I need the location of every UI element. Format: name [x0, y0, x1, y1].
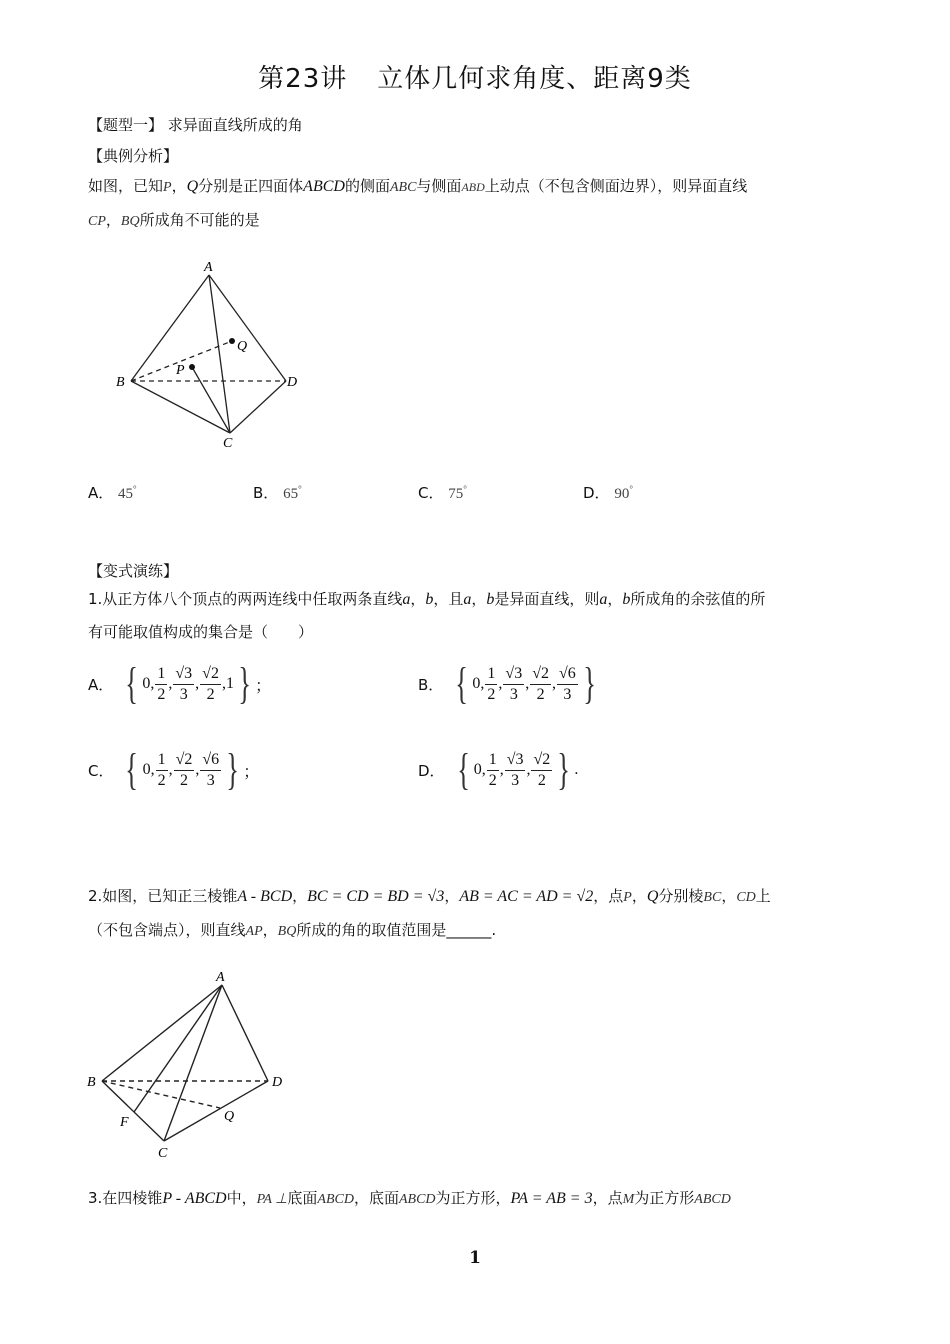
q1-option-a[interactable]: A． { 0, $\frac{1}{2}$ , $\frac{√3}{3}$ , $\frac{√2}{2}$ ,1 } ； — [88, 659, 272, 708]
example-option-c[interactable]: C． 75° — [418, 484, 467, 502]
practice-heading: 【变式演练】 — [88, 562, 179, 580]
page-number: 1 — [469, 1248, 481, 1268]
figure-tetrahedron — [110, 255, 310, 450]
example-option-a[interactable]: A． 45° — [88, 484, 137, 502]
edge-ab — [131, 275, 209, 381]
label-a: A — [204, 260, 213, 275]
label-q: Q — [224, 1109, 235, 1124]
set-d: { 0, $\frac{1}{2}$ , $\frac{√3}{3}$ , $\frac{√2}{2}$ } . — [456, 745, 579, 794]
set-c: { 0, $\frac{1}{2}$ , $\frac{√2}{2}$ , $\frac{√6}{3}$ } ； — [125, 745, 260, 794]
q1-option-d[interactable]: D． { 0, $\frac{1}{2}$ , $\frac{√3}{3}$ , $\frac{√2}{2}$ } . — [418, 745, 579, 794]
label-d: D — [272, 1075, 283, 1090]
point-p — [189, 364, 195, 370]
question-3-text: 3.在四棱锥P - ABCD中，PA ⊥底面ABCD，底面ABCD为正方形，PA = AB = 3，点M为正方形ABCD — [88, 1189, 731, 1207]
section-heading-1: 【题型一】 求异面直线所成的角 — [88, 116, 303, 134]
figure-pyramid — [82, 965, 302, 1165]
title-topic: 立体几何求角度、距离9类 — [377, 64, 692, 94]
q1-option-c[interactable]: C． { 0, $\frac{1}{2}$ , $\frac{√2}{2}$ , $\frac{√6}{3}$ } ； — [88, 745, 260, 794]
title-lesson: 第23讲 — [258, 64, 348, 94]
label-d: D — [287, 375, 298, 390]
label-a: A — [216, 970, 225, 985]
q1-option-b[interactable]: B． { 0, $\frac{1}{2}$ , $\frac{√3}{3}$ , $\frac{√2}{2}$ , $\frac{√6}{3}$ } — [418, 662, 600, 706]
set-a: { 0, $\frac{1}{2}$ , $\frac{√3}{3}$ , $\frac{√2}{2}$ ,1 } ； — [125, 659, 272, 708]
label-q: Q — [237, 339, 248, 354]
example-heading: 【典例分析】 — [88, 147, 179, 165]
label-b: B — [116, 375, 125, 390]
example-option-b[interactable]: B． 65° — [253, 484, 302, 502]
example-paragraph: 如图，已知P，Q分别是正四面体ABCD的侧面ABC与侧面ABD上动点（不包含侧面边界），则异面直线 CP，BQ所成角不可能的是 — [88, 177, 748, 229]
segment-af — [134, 985, 222, 1112]
label-c: C — [223, 436, 233, 450]
segment-bq-hidden — [102, 1081, 220, 1108]
question-2-text: 2.如图，已知正三棱锥A - BCD，BC = CD = BD = √3，AB = AC = AD = √2，点P，Q分别棱BC，CD上 （不包含端点），则直线AP，BQ所成的角的取值范围是______. — [88, 887, 771, 939]
label-p: P — [176, 363, 185, 378]
example-option-d[interactable]: D． 90° — [583, 484, 633, 502]
edge-ad — [222, 985, 268, 1081]
set-b: { 0, $\frac{1}{2}$ , $\frac{√3}{3}$ , $\frac{√2}{2}$ , $\frac{√6}{3}$ } — [455, 659, 596, 708]
label-f: F — [120, 1115, 129, 1130]
label-c: C — [158, 1146, 168, 1161]
question-1-text: 1.从正方体八个顶点的两两连线中任取两条直线a，b，且a，b是异面直线，则a，b所成角的余弦值的所 有可能取值构成的集合是（ ） — [88, 590, 766, 641]
edge-cd — [230, 381, 286, 433]
edge-cd — [164, 1081, 268, 1141]
page-title — [0, 58, 950, 95]
edge-bc — [102, 1081, 164, 1141]
point-q — [229, 338, 235, 344]
label-b: B — [87, 1075, 96, 1090]
